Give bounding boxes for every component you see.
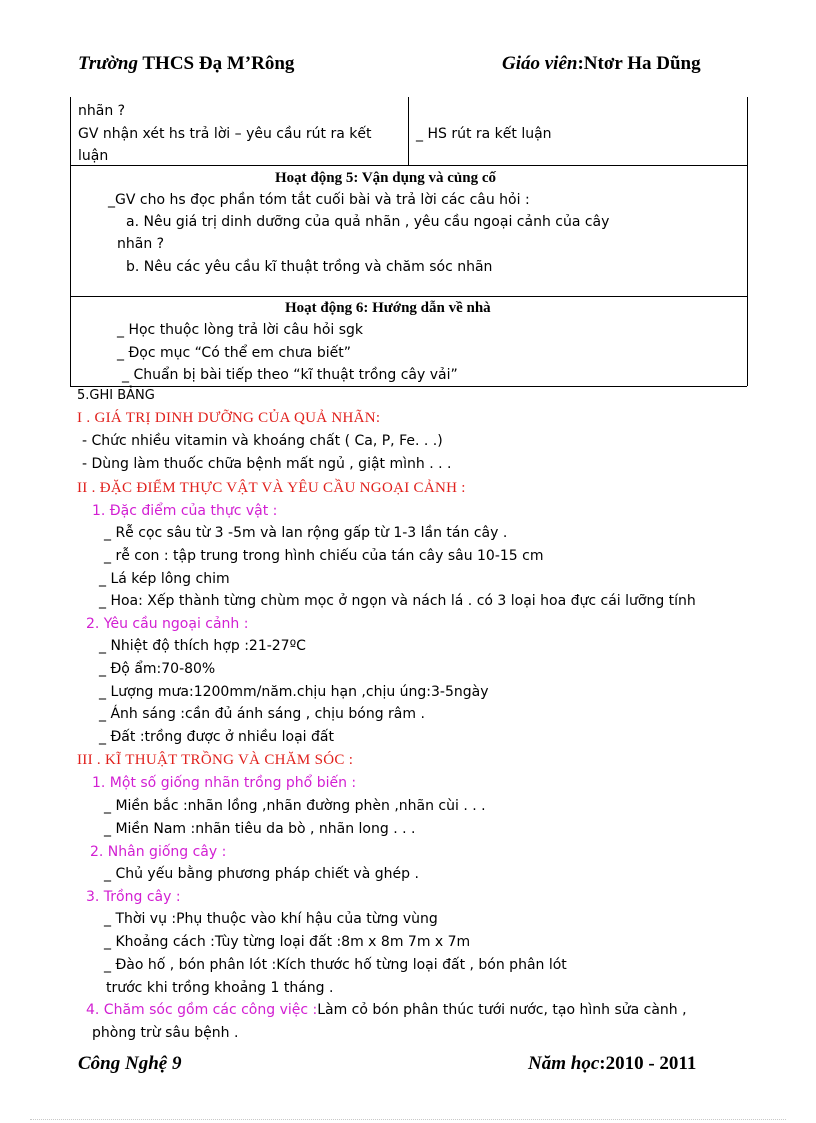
- note-line: _ Đất :trồng được ở nhiều loại đất: [99, 729, 334, 745]
- note-line: _ Ánh sáng :cần đủ ánh sáng , chịu bóng râm .: [99, 706, 425, 722]
- subsection-title: 2. Nhân giống cây :: [90, 844, 227, 860]
- subsection-title: 1. Đặc điểm của thực vật :: [92, 503, 278, 519]
- note-line: - Chức nhiều vitamin và khoáng chất ( Ca, P, Fe. . .): [82, 433, 443, 449]
- note-line: _ Chủ yếu bằng phương pháp chiết và ghép .: [104, 866, 419, 882]
- activity5-line: nhãn ?: [117, 236, 165, 252]
- subsection-title: 3. Trồng cây :: [86, 889, 181, 905]
- table-border-right: [747, 97, 748, 386]
- note-line: _ Nhiệt độ thích hợp :21-27ºC: [99, 638, 306, 654]
- footer-year: [528, 1053, 696, 1075]
- note-line: _ rễ con : tập trung trong hình chiếu của tán cây sâu 10-15 cm: [104, 548, 544, 564]
- section-title: II . ĐẶC ĐIỂM THỰC VẬT VÀ YÊU CẦU NGOẠI CẢNH :: [77, 480, 466, 496]
- note-line: trước khi trồng khoảng 1 tháng .: [106, 980, 334, 996]
- activity5-line: a. Nêu giá trị dinh dưỡng của quả nhãn , yêu cầu ngoại cảnh của cây: [126, 214, 610, 230]
- page-edge-divider: [30, 1119, 786, 1120]
- activity6-line: _ Học thuộc lòng trả lời câu hỏi sgk: [117, 322, 364, 338]
- teacher-name: :Ntơr Ha Dũng: [577, 53, 701, 74]
- subsection-title: 4. Chăm sóc gồm các công việc :: [86, 1002, 318, 1018]
- table-border-bottom: [70, 386, 747, 387]
- row1-left-line: GV nhận xét hs trả lời – yêu cầu rút ra kết: [78, 126, 372, 142]
- teacher-label: Giáo viên: [502, 53, 578, 74]
- activity5-line: _GV cho hs đọc phần tóm tắt cuối bài và trả lời các câu hỏi :: [108, 192, 530, 208]
- section-title: III . KĨ THUẬT TRỒNG VÀ CHĂM SÓC :: [77, 752, 354, 768]
- table-row-divider: [70, 296, 747, 297]
- note-line: - Dùng làm thuốc chữa bệnh mất ngủ , giật mình . . .: [82, 456, 452, 472]
- note-line: _ Miền Nam :nhãn tiêu da bò , nhãn long . . .: [104, 821, 416, 837]
- notes-label: 5.GHI BẢNG: [77, 388, 155, 403]
- school-name: THCS Đạ M’Rông: [142, 53, 295, 74]
- footer-subject: Công Nghệ 9: [78, 1053, 182, 1074]
- activity6-line: _ Đọc mục “Có thể em chưa biết”: [117, 345, 351, 361]
- row1-right-text: _ HS rút ra kết luận: [416, 126, 552, 142]
- table-border-left: [70, 97, 71, 386]
- note-line: _ Khoảng cách :Tùy từng loại đất :8m x 8m 7m x 7m: [104, 934, 471, 950]
- activity6-title: Hoạt động 6: Hướng dẫn về nhà: [285, 300, 491, 316]
- row1-left-line: luận: [78, 148, 109, 164]
- note-line: _ Độ ẩm:70-80%: [99, 661, 216, 677]
- note-line: _ Lá kép lông chim: [99, 571, 230, 587]
- care-line: [86, 1002, 687, 1018]
- school-header: [78, 53, 294, 75]
- activity6-line: _ Chuẩn bị bài tiếp theo “kĩ thuật trồng cây vải”: [122, 367, 458, 383]
- table-row-divider: [70, 165, 747, 166]
- subsection-title: 1. Một số giống nhãn trồng phổ biến :: [92, 775, 357, 791]
- table-column-divider: [408, 97, 409, 165]
- row1-left-line: nhãn ?: [78, 103, 126, 119]
- care-text: Làm cỏ bón phân thúc tưới nước, tạo hình sửa cành ,: [317, 1002, 687, 1018]
- teacher-header: [502, 53, 701, 75]
- note-line: _ Miền bắc :nhãn lồng ,nhãn đường phèn ,nhãn cùi . . .: [104, 798, 486, 814]
- note-line: _ Lượng mưa:1200mm/năm.chịu hạn ,chịu úng:3-5ngày: [99, 684, 489, 700]
- year-label: Năm học: [528, 1053, 600, 1074]
- school-label: Trường: [78, 53, 138, 74]
- note-line: _ Thời vụ :Phụ thuộc vào khí hậu của từng vùng: [104, 911, 438, 927]
- activity5-line: b. Nêu các yêu cầu kĩ thuật trồng và chăm sóc nhãn: [126, 259, 493, 275]
- note-line: phòng trừ sâu bệnh .: [92, 1025, 239, 1041]
- section-title: I . GIÁ TRỊ DINH DƯỠNG CỦA QUẢ NHÃN:: [77, 410, 381, 426]
- note-line: _ Đào hố , bón phân lót :Kích thước hố từng loại đất , bón phân lót: [104, 957, 567, 973]
- year-value: :2010 - 2011: [599, 1053, 697, 1074]
- note-line: _ Hoa: Xếp thành từng chùm mọc ở ngọn và nách lá . có 3 loại hoa đực cái lưỡng tính: [99, 593, 696, 609]
- subsection-title: 2. Yêu cầu ngoại cảnh :: [86, 616, 249, 632]
- note-line: _ Rễ cọc sâu từ 3 -5m và lan rộng gấp từ 1-3 lần tán cây .: [104, 525, 508, 541]
- activity5-title: Hoạt động 5: Vận dụng và củng cố: [275, 170, 497, 186]
